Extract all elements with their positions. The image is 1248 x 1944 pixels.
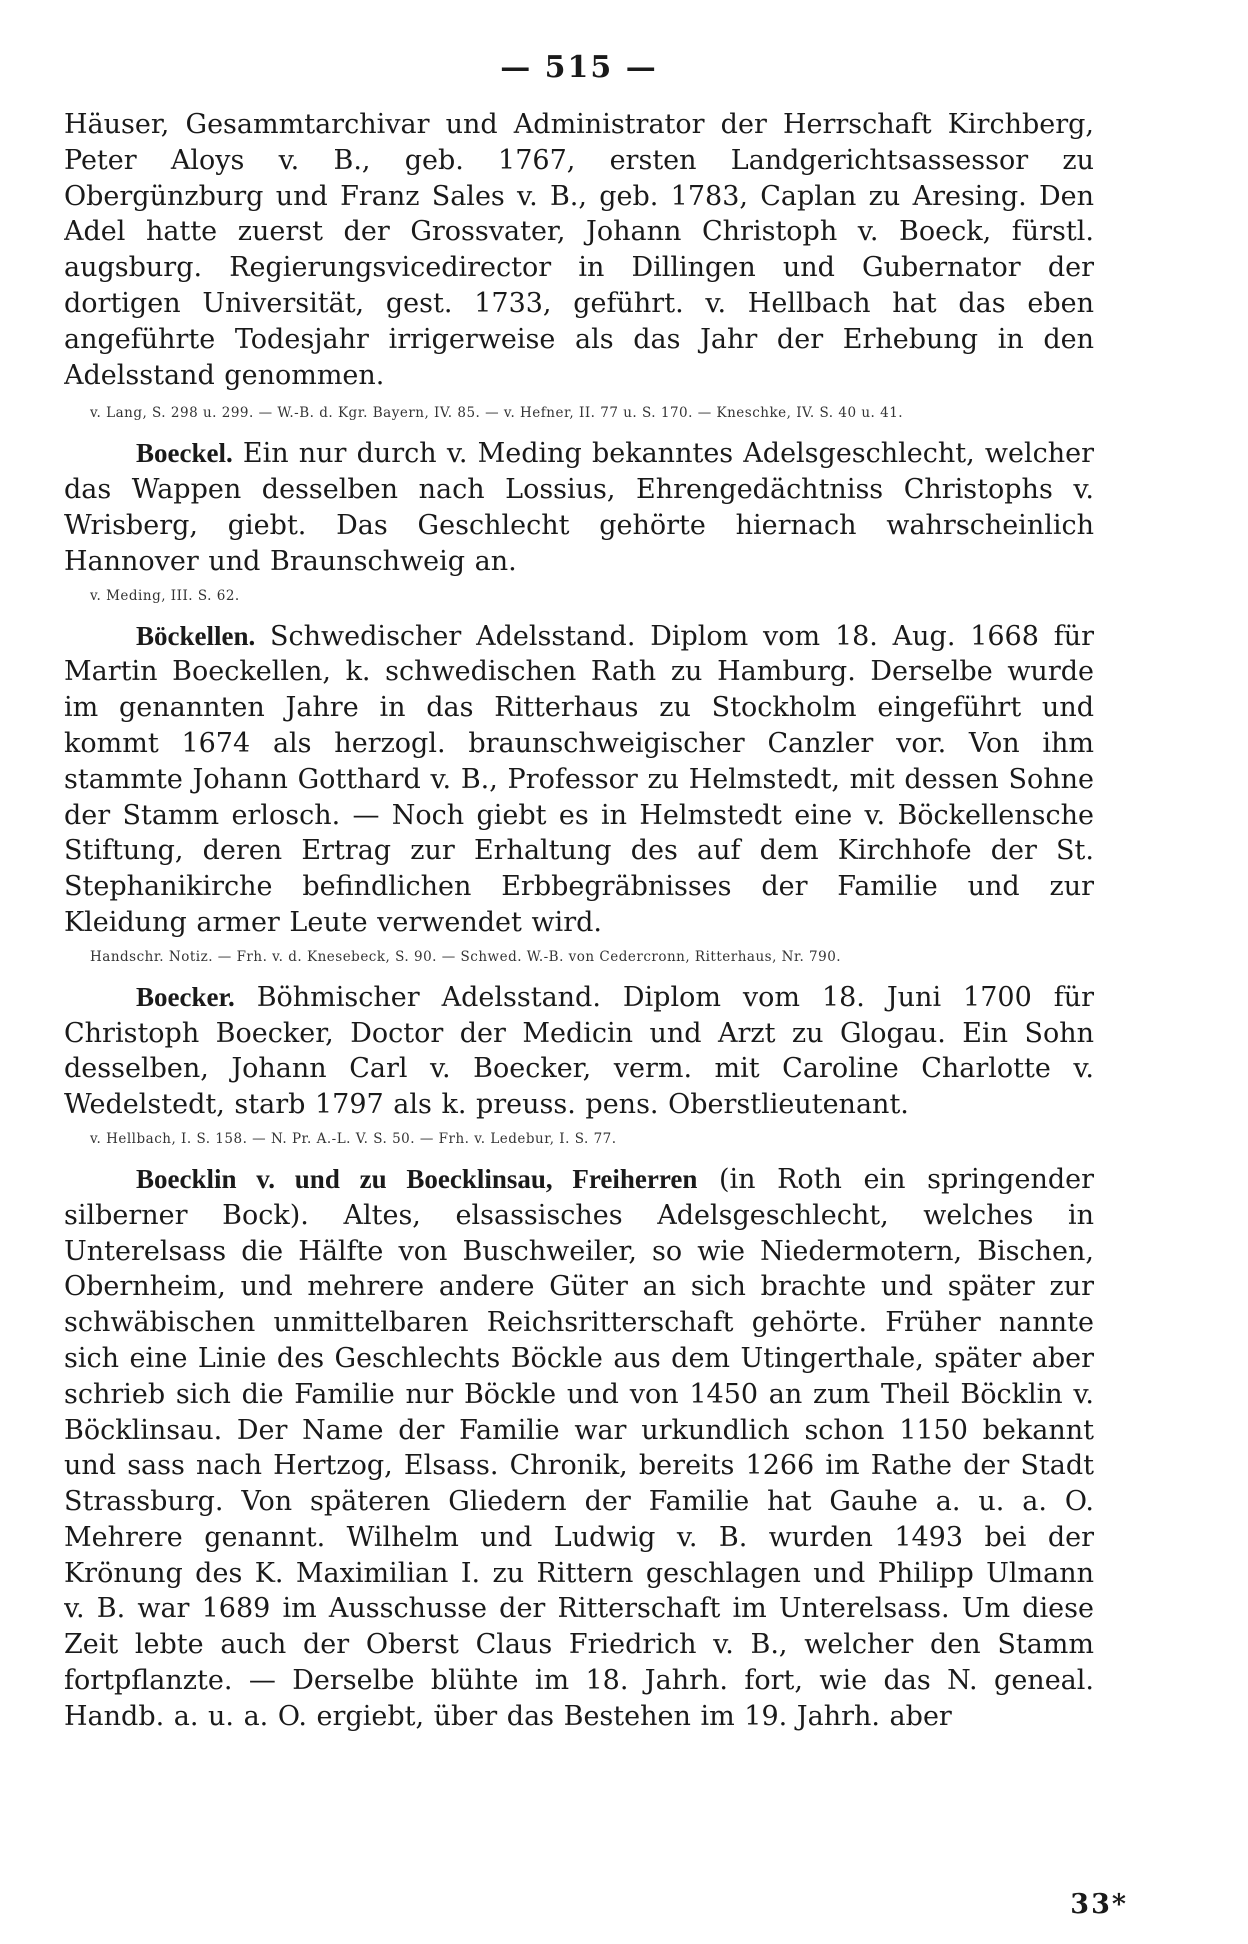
entry-text: Böhmischer Adelsstand. Diplom vom 18. Juni 1700 für Christoph Boecker, Doctor der Medicin und Arzt zu Glogau. Ein Sohn desselben, Johann Carl v. Boecker, verm. mit Caroline Charlotte v. Wedelstedt, starb 1797 als k. preuss. pens. Oberstlieutenant. xyxy=(64,981,1094,1121)
entry-headword: Boeckel. xyxy=(136,438,233,469)
entry-boeckel xyxy=(64,436,1094,579)
entry-reference: v. Lang, S. 298 u. 299. — W.-B. d. Kgr. Bayern, IV. 85. — v. Hefner, II. 77 u. S. 170. — Kneschke, IV. S. 40 u. 41. xyxy=(90,405,904,422)
entry-reference: v. Meding, III. S. 62. xyxy=(90,587,240,604)
entry-reference: Handschr. Notiz. — Frh. v. d. Knesebeck, S. 90. — Schwed. W.-B. von Cedercronn, Ritterhaus, Nr. 790. xyxy=(90,948,842,965)
page xyxy=(64,40,1094,1920)
entry-boeckellen xyxy=(64,619,1094,941)
entry-headword: Boecker. xyxy=(136,981,235,1012)
entry-headword: Böckellen. xyxy=(136,620,256,651)
entry-text: Ein nur durch v. Meding bekanntes Adelsgeschlecht, welcher das Wappen desselben nach Lossius, Ehrengedächtniss Christophs v. Wrisberg, giebt. Das Geschlecht gehörte hiernach wahrscheinlich Hannover und Braunschweig an. xyxy=(64,438,1094,577)
entry-reference: v. Hellbach, I. S. 158. — N. Pr. A.-L. V. S. 50. — Frh. v. Ledebur, I. S. 77. xyxy=(90,1130,617,1147)
page-number: — 515 — xyxy=(500,50,658,85)
entry-text: Schwedischer Adelsstand. Diplom vom 18. Aug. 1668 für Martin Boeckellen, k. schwedischen Rath zu Hamburg. Derselbe wurde im genannten Jahre in das Ritterhaus zu Stockholm eingeführt und kommt 1674 als herzogl. braunschweigischer Canzler vor. Von ihm stammte Johann Gotthard v. B., Professor zu Helmstedt, mit dessen Sohne der Stamm erlosch. — Noch giebt es in Helmstedt eine v. Böckellensche Stiftung, deren Ertrag zur Erhaltung des auf dem Kirchhofe der St. Stephanikirche befindlichen Erbbegräbnisses der Familie und zur Kleidung armer Leute verwendet wird. xyxy=(64,620,1094,938)
entry-boecklin xyxy=(64,1162,1094,1735)
entry-boecker xyxy=(64,980,1094,1123)
entry-headword: Boecklin v. und zu Boecklinsau, Freiherren xyxy=(136,1163,698,1194)
entry-text-continuation: Häuser, Gesammtarchivar und Administrator der Herrschaft Kirchberg, Peter Aloys v. B., geb. 1767, ersten Landgerichtsassessor zu Obergünzburg und Franz Sales v. B., geb. 1783, Caplan zu Aresing. Den Adel hatte zuerst der Grossvater, Johann Christoph v. Boeck, fürstl. augsburg. Regierungsvicedirector in Dillingen und Gubernator der dortigen Universität, gest. 1733, geführt. v. Hellbach hat das eben angeführte Todesjahr irrigerweise als das Jahr der Erhebung in den Adelsstand genommen. xyxy=(64,109,1094,391)
entry-text: (in Roth ein springender silberner Bock). Altes, elsassisches Adelsgeschlecht, welches in Unterelsass die Hälfte von Buschweiler, so wie Niedermotern, Bischen, Obernheim, und mehrere andere Güter an sich brachte und später zur schwäbischen unmittelbaren Reichsritterschaft gehörte. Früher nannte sich eine Linie des Geschlechts Böckle aus dem Utingerthale, später aber schrieb sich die Familie nur Böckle und von 1450 an zum Theil Böcklin v. Böcklinsau. Der Name der Familie war urkundlich schon 1150 bekannt und sass nach Hertzog, Elsass. Chronik, bereits 1266 im Rathe der Stadt Strassburg. Von späteren Gliedern der Familie hat Gauhe a. u. a. O. Mehrere genannt. Wilhelm und Ludwig v. B. wurden 1493 bei der Krönung des K. Maximilian I. zu Rittern geschlagen und Philipp Ulmann v. B. war 1689 im Ausschusse der Ritterschaft im Unterelsass. Um diese Zeit lebte auch der Oberst Claus Friedrich v. B., welcher den Stamm fortpflanzte. — Derselbe blühte im 18. Jahrh. fort, wie das N. geneal. Handb. a. u. a. O. ergiebt, über das Bestehen im 19. Jahrh. aber xyxy=(64,1163,1094,1732)
signature-mark: 33* xyxy=(1070,1889,1128,1920)
